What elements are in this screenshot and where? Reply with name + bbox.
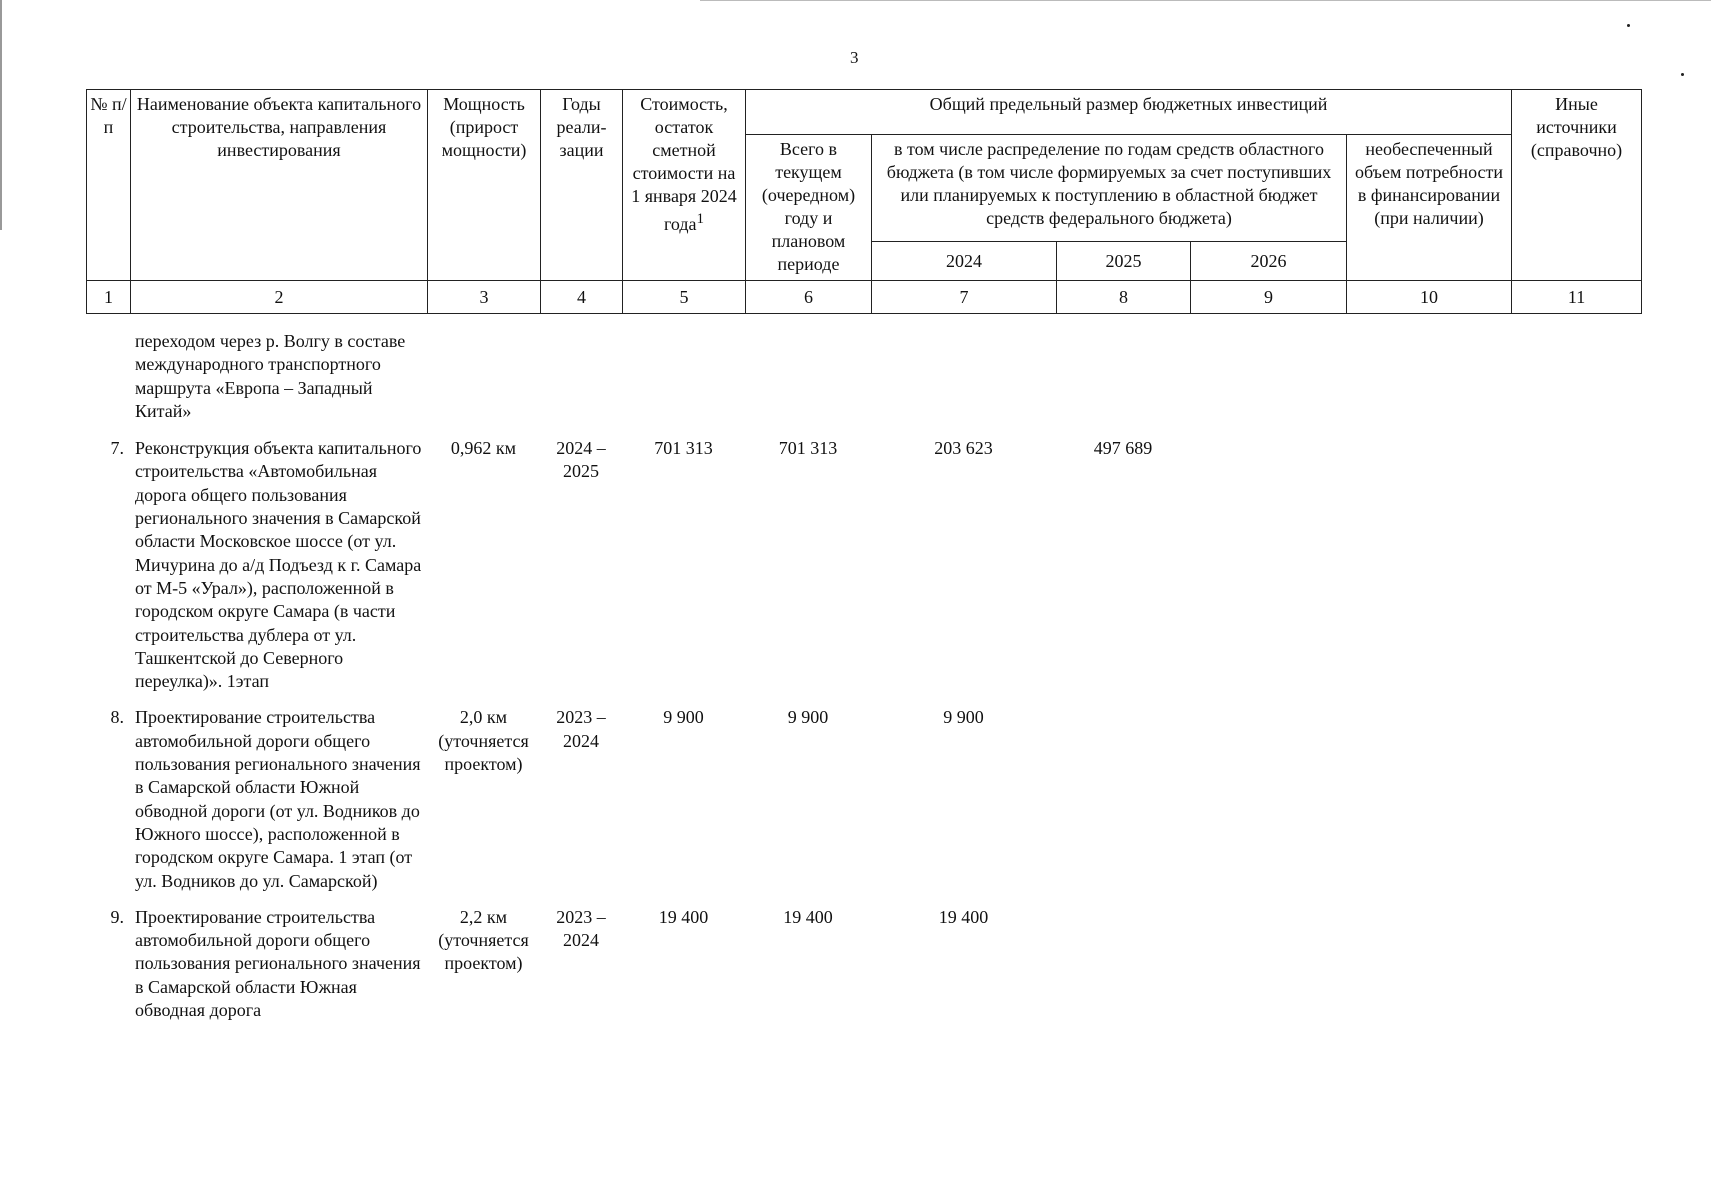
object-unsecured bbox=[1346, 906, 1511, 1035]
object-years: 2023 – 2024 bbox=[556, 707, 606, 751]
row-number: 7. bbox=[110, 438, 124, 459]
object-power: 0,962 км bbox=[450, 438, 517, 459]
header-budget-group: Общий предельный размер бюджетных инвестиций bbox=[746, 90, 1512, 135]
column-number: 2 bbox=[131, 281, 428, 314]
page-number: 3 bbox=[850, 48, 859, 67]
table-header bbox=[86, 89, 1642, 314]
object-power: 2,0 км (уточняется проектом) bbox=[438, 707, 529, 775]
object-total: 701 313 bbox=[778, 438, 838, 459]
object-2026 bbox=[1190, 437, 1346, 706]
object-2024: 9 900 bbox=[943, 707, 984, 728]
header-name: Наименование объекта капитального строительства, направления инвестирования bbox=[131, 90, 428, 281]
row-number: 8. bbox=[110, 707, 124, 728]
object-2025 bbox=[1056, 906, 1190, 1035]
header-year-2025: 2025 bbox=[1057, 242, 1191, 281]
header-cost bbox=[623, 90, 746, 281]
continuation-text: переходом через р. Волгу в составе международного транспортного маршрута «Европа – Западный Китай» bbox=[135, 331, 406, 421]
table-body bbox=[86, 330, 1641, 1035]
header-cost-text: Стоимость, остаток сметной стоимости на 1 января 2024 года bbox=[631, 94, 737, 234]
object-2026 bbox=[1190, 906, 1346, 1035]
object-name: Проектирование строительства автомобильной дороги общего пользования регионального значения в Самарской области Южная обводная дорога bbox=[135, 906, 421, 1021]
column-number: 3 bbox=[428, 281, 541, 314]
column-number: 8 bbox=[1057, 281, 1191, 314]
column-number: 7 bbox=[872, 281, 1057, 314]
scan-speck bbox=[1681, 73, 1684, 76]
object-unsecured bbox=[1346, 706, 1511, 905]
object-2025: 497 689 bbox=[1093, 438, 1153, 459]
object-years: 2023 – 2024 bbox=[556, 906, 606, 951]
scan-edge-line-left bbox=[0, 0, 2, 230]
table-row bbox=[86, 437, 1641, 706]
column-number: 11 bbox=[1512, 281, 1642, 314]
table-row bbox=[86, 906, 1641, 1035]
object-cost: 701 313 bbox=[654, 438, 713, 459]
footnote-mark: 1 bbox=[696, 211, 705, 227]
scan-speck bbox=[1627, 24, 1630, 27]
object-name: Проектирование строительства автомобильной дороги общего пользования регионального значения в Самарской области Южной обводной дороги (от ул. Водников до Южного шоссе), расположенной в городском округе Самара. 1 этап (от ул. Водников до ул. Самарской) bbox=[135, 707, 421, 891]
object-other bbox=[1511, 437, 1641, 706]
header-no: № п/п bbox=[87, 90, 131, 281]
object-total: 19 400 bbox=[783, 906, 833, 927]
column-number: 6 bbox=[746, 281, 872, 314]
object-unsecured bbox=[1346, 437, 1511, 706]
header-power: Мощность (прирост мощности) bbox=[428, 90, 541, 281]
object-total: 9 900 bbox=[787, 707, 829, 728]
continuation-row bbox=[86, 330, 1641, 437]
column-number: 5 bbox=[623, 281, 746, 314]
object-other bbox=[1511, 706, 1641, 905]
object-2025 bbox=[1056, 706, 1190, 905]
header-year-2026: 2026 bbox=[1191, 242, 1347, 281]
object-cost: 9 900 bbox=[663, 707, 704, 728]
object-2024: 19 400 bbox=[938, 906, 989, 927]
header-years: Годы реали-зации bbox=[541, 90, 623, 281]
scan-edge-line bbox=[700, 0, 1711, 1]
table-row bbox=[86, 706, 1641, 905]
object-2024: 203 623 bbox=[934, 438, 993, 459]
object-years: 2024 – 2025 bbox=[556, 438, 606, 482]
header-total: Всего в текущем (очередном) году и плановом периоде bbox=[746, 135, 872, 281]
column-number: 10 bbox=[1347, 281, 1512, 314]
object-name: Реконструкция объекта капитального строительства «Автомобильная дорога общего пользования регионального значения в Самарской области Московское шоссе (от ул. Мичурина до а/д Подъезд к г. Самара от М-5 «Урал»), расположенной в городском округе Самара (в части строительства дублера от ул. Ташкентской до Северного переулка)». 1этап bbox=[135, 438, 422, 692]
object-other bbox=[1511, 906, 1641, 1035]
object-2026 bbox=[1190, 706, 1346, 905]
header-distribution: в том числе распределение по годам средств областного бюджета (в том числе формируемых за счет поступивших или планируемых к поступлению в областной бюджет средств федерального бюджета) bbox=[872, 135, 1347, 242]
column-number: 4 bbox=[541, 281, 623, 314]
object-power: 2,2 км (уточняется проектом) bbox=[438, 906, 529, 974]
column-number: 9 bbox=[1191, 281, 1347, 314]
header-unsecured: необеспеченный объем потребности в финансировании (при наличии) bbox=[1347, 135, 1512, 281]
object-cost: 19 400 bbox=[658, 906, 709, 927]
row-number: 9. bbox=[110, 906, 124, 927]
header-year-2024: 2024 bbox=[872, 242, 1057, 281]
header-other: Иные источники (справочно) bbox=[1512, 90, 1642, 281]
column-number: 1 bbox=[87, 281, 131, 314]
